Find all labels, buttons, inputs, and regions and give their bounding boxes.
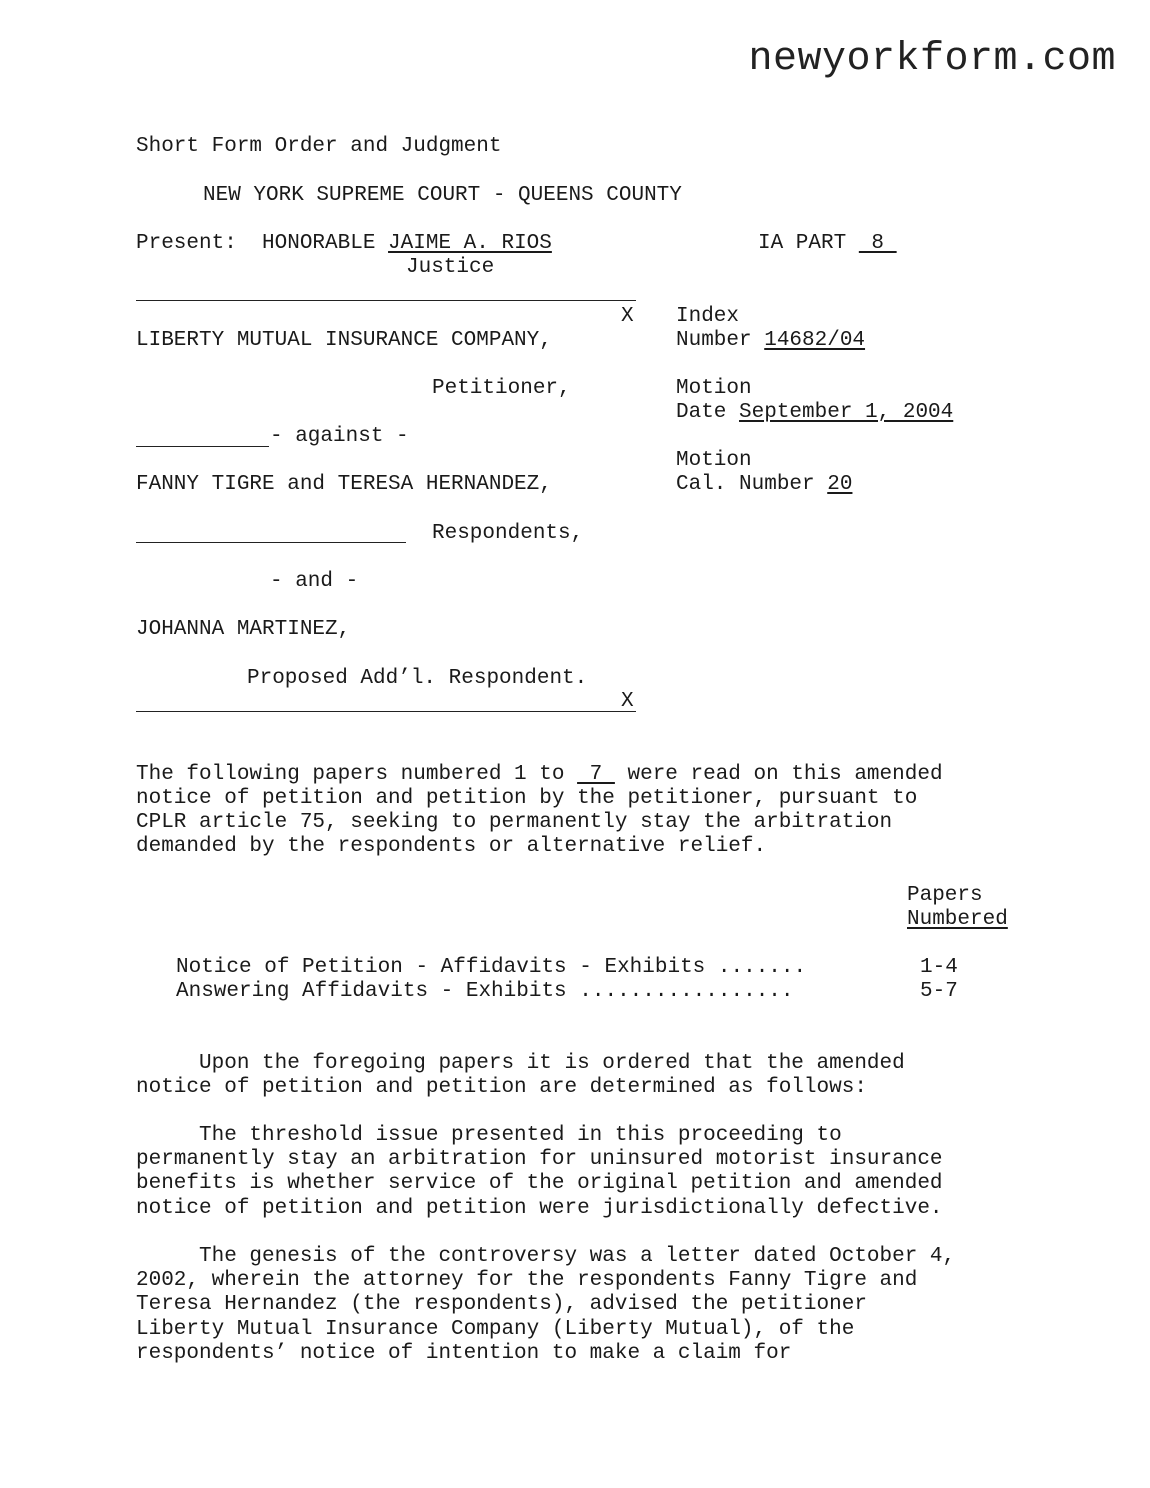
papers-intro-text-a: The following papers numbered 1 to bbox=[136, 763, 578, 786]
respondents-names: FANNY TIGRE and TERESA HERNANDEZ, bbox=[136, 473, 552, 496]
ia-part bbox=[758, 232, 897, 256]
paragraph-line: respondents’ notice of intention to make a claim for bbox=[136, 1341, 792, 1365]
respondents-role: Respondents, bbox=[432, 522, 584, 545]
against-label: - against - bbox=[270, 425, 409, 448]
motion-date-prefix: Date bbox=[676, 401, 740, 424]
papers-intro-line-2: notice of petition and petition by the petitioner, pursuant to bbox=[136, 787, 918, 810]
index-number bbox=[676, 329, 865, 353]
additional-respondent-name: JOHANNA MARTINEZ, bbox=[136, 618, 351, 641]
index-number-value: 14682/04 bbox=[764, 329, 866, 352]
papers-list-number: 1-4 bbox=[920, 956, 958, 979]
paragraph-line: notice of petition and petition are determined as follows: bbox=[136, 1076, 867, 1100]
justice-label: Justice bbox=[406, 256, 495, 279]
motion-cal-label: Motion bbox=[676, 449, 752, 472]
respondents-rule bbox=[136, 542, 406, 543]
paragraph-line: Liberty Mutual Insurance Company (Liberty Mutual), of the bbox=[136, 1317, 855, 1341]
motion-cal-value: 20 bbox=[827, 473, 853, 496]
papers-list-item: Notice of Petition - Affidavits - Exhibits ....... bbox=[176, 956, 807, 979]
body-paragraph-1 bbox=[136, 1052, 1036, 1100]
additional-respondent-role: Proposed Add’l. Respondent. bbox=[247, 667, 588, 690]
motion-date-label: Motion bbox=[676, 377, 752, 400]
index-number-label: Number bbox=[676, 329, 765, 352]
motion-date-value: September 1, 2004 bbox=[739, 401, 954, 424]
site-watermark: newyorkform.com bbox=[748, 37, 1116, 82]
motion-cal-number bbox=[676, 473, 852, 497]
caption-bottom-rule bbox=[136, 711, 636, 712]
paragraph-line: 2002, wherein the attorney for the respondents Fanny Tigre and bbox=[136, 1269, 918, 1293]
papers-header-line-2: Numbered bbox=[907, 908, 1008, 931]
motion-cal-prefix: Cal. Number bbox=[676, 473, 828, 496]
caption-top-rule bbox=[136, 300, 636, 301]
papers-intro-line-3: CPLR article 75, seeking to permanently stay the arbitration bbox=[136, 811, 893, 834]
body-paragraph-3 bbox=[136, 1245, 1036, 1366]
petitioner-role: Petitioner, bbox=[432, 377, 571, 400]
papers-intro-line-4: demanded by the respondents or alternative relief. bbox=[136, 835, 767, 858]
caption-x-bottom: X bbox=[621, 690, 634, 713]
and-label: - and - bbox=[270, 570, 359, 593]
paragraph-line: Upon the foregoing papers it is ordered that the amended bbox=[136, 1052, 905, 1075]
ia-part-value: 8 bbox=[858, 232, 897, 255]
paragraph-line: The genesis of the controversy was a letter dated October 4, bbox=[136, 1245, 956, 1268]
papers-count: 7 bbox=[577, 763, 615, 786]
ia-part-label: IA PART bbox=[758, 232, 859, 255]
motion-date bbox=[676, 401, 953, 425]
papers-intro-line-1 bbox=[136, 763, 943, 787]
paragraph-line: permanently stay an arbitration for uninsured motorist insurance bbox=[136, 1148, 943, 1172]
paragraph-line: notice of petition and petition were jurisdictionally defective. bbox=[136, 1196, 943, 1220]
against-rule bbox=[136, 446, 269, 447]
judge-name: JAIME A. RIOS bbox=[388, 232, 552, 255]
body-paragraph-2 bbox=[136, 1124, 1036, 1221]
caption-x-top: X bbox=[621, 305, 634, 328]
papers-header-line-1: Papers bbox=[907, 884, 983, 907]
petitioner-name: LIBERTY MUTUAL INSURANCE COMPANY, bbox=[136, 329, 552, 352]
papers-list-item: Answering Affidavits - Exhibits ................. bbox=[176, 980, 794, 1003]
present-line bbox=[136, 232, 552, 256]
present-label: Present: HONORABLE bbox=[136, 232, 389, 255]
paragraph-line: Teresa Hernandez (the respondents), advised the petitioner bbox=[136, 1293, 867, 1317]
index-label: Index bbox=[676, 305, 740, 328]
court-name: NEW YORK SUPREME COURT - QUEENS COUNTY bbox=[203, 184, 682, 207]
paragraph-line: benefits is whether service of the original petition and amended bbox=[136, 1172, 943, 1196]
papers-intro-text-b: were read on this amended bbox=[614, 763, 943, 786]
paragraph-line: The threshold issue presented in this proceeding to bbox=[136, 1124, 842, 1147]
papers-list-number: 5-7 bbox=[920, 980, 958, 1003]
document-title: Short Form Order and Judgment bbox=[136, 135, 502, 158]
